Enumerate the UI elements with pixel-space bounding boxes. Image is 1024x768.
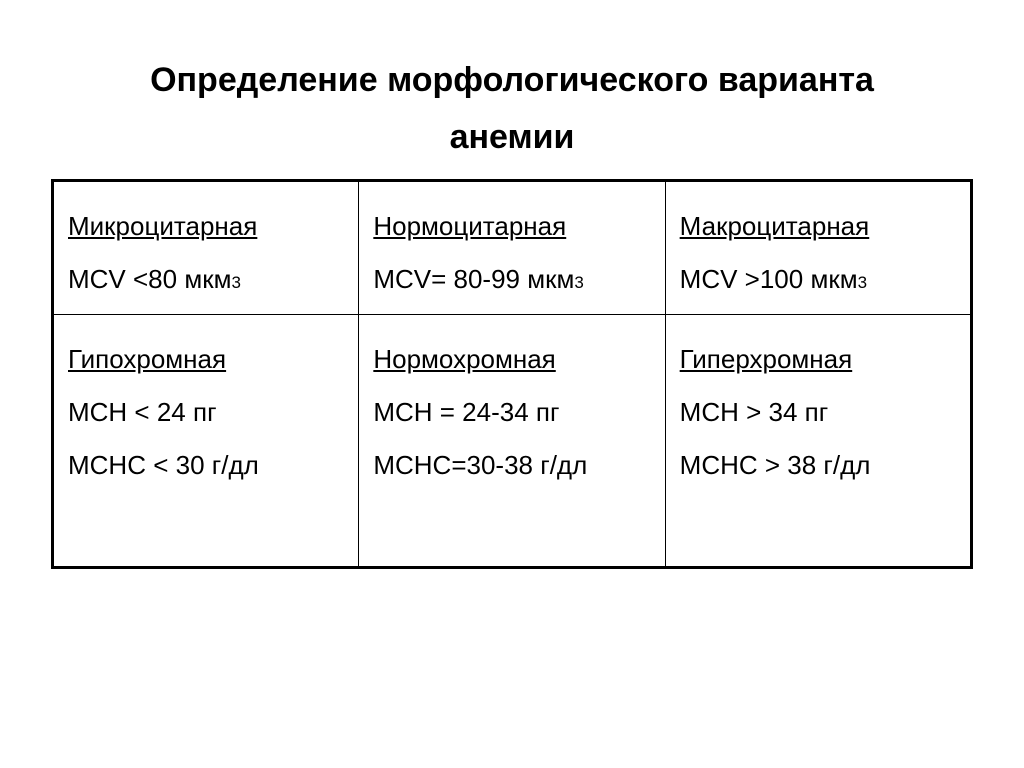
- cell-value-line: [373, 253, 650, 309]
- unit-superscript: 3: [574, 273, 584, 292]
- cell-value-text: MCV= 80-99 мкм: [373, 264, 575, 294]
- cell-heading: Гиперхромная: [679, 344, 853, 374]
- cell-value-line: [680, 253, 956, 309]
- unit-superscript: 3: [231, 273, 241, 292]
- cell-heading: Гипохромная: [68, 344, 227, 374]
- cell-macrocytic: [665, 181, 971, 315]
- cell-heading: Нормохромная: [373, 344, 556, 374]
- cell-heading: Макроцитарная: [679, 211, 870, 241]
- cell-heading: Нормоцитарная: [373, 211, 567, 241]
- slide-title: [0, 52, 1024, 166]
- cell-hyperchromic: [665, 315, 971, 568]
- slide-title-line-2: анемии: [449, 118, 575, 156]
- table-row-mch: [53, 315, 972, 568]
- cell-normocytic: [359, 181, 665, 315]
- cell-value-text: MCV <80 мкм: [68, 264, 232, 294]
- cell-heading: Микроцитарная: [68, 211, 258, 241]
- cell-value-mch: MCH < 24 пг: [68, 397, 217, 427]
- cell-value-line: [68, 253, 344, 309]
- cell-value-mch: MCH > 34 пг: [679, 397, 829, 427]
- cell-normochromic: [359, 315, 665, 568]
- cell-value-mch: MCH = 24-34 пг: [373, 397, 560, 427]
- slide-title-line-1: Определение морфологического варианта: [150, 61, 874, 99]
- anemia-classification-table: [51, 179, 973, 569]
- cell-hypochromic: [53, 315, 359, 568]
- table-row-mcv: [53, 181, 972, 315]
- cell-value-mchc: MCHC=30-38 г/дл: [373, 450, 588, 480]
- cell-value-text: MCV >100 мкм: [679, 264, 858, 294]
- cell-microcytic: [53, 181, 359, 315]
- cell-value-mchc: MCHC < 30 г/дл: [68, 450, 259, 480]
- unit-superscript: 3: [857, 273, 868, 292]
- cell-value-mchc: MCHC > 38 г/дл: [679, 450, 871, 480]
